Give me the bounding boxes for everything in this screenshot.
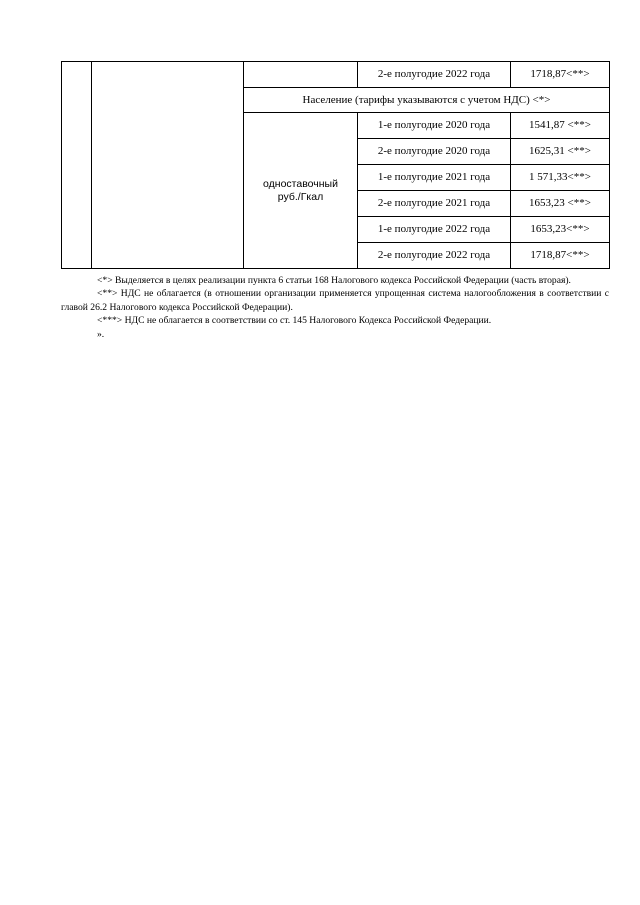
blank-cell (244, 62, 358, 88)
footnotes (61, 274, 609, 341)
period-cell: 1-е полугодие 2022 года (358, 217, 511, 243)
unit-cell (244, 113, 358, 269)
table-row (62, 62, 610, 88)
value-cell: 1 571,33<**> (511, 165, 610, 191)
unit-measure: руб./Гкал (277, 190, 324, 203)
period-cell: 1-е полугодие 2020 года (358, 113, 511, 139)
period-cell: 2-е полугодие 2021 года (358, 191, 511, 217)
footnote-exempt: <***> НДС не облагается в соответствии со ст. 145 Налогового Кодекса Российской Федерации. (97, 315, 492, 327)
unit-label: одноставочный (263, 177, 338, 190)
population-header: Население (тарифы указываются с учетом НДС) <*> (244, 88, 610, 113)
period-cell: 2-е полугодие 2020 года (358, 139, 511, 165)
period-cell: 2-е полугодие 2022 года (358, 62, 511, 88)
value-cell: 1625,31 <**> (511, 139, 610, 165)
value-cell: 1718,87<**> (511, 243, 610, 269)
value-cell: 1541,87 <**> (511, 113, 610, 139)
tariff-table (61, 61, 610, 269)
value-cell: 1653,23 <**> (511, 191, 610, 217)
value-cell: 1718,87<**> (511, 62, 610, 88)
blank-column-cell (92, 62, 244, 269)
closing-quote: ». (97, 328, 105, 340)
period-cell: 2-е полугодие 2022 года (358, 243, 511, 269)
value-cell: 1653,23<**> (511, 217, 610, 243)
period-cell: 1-е полугодие 2021 года (358, 165, 511, 191)
footnote-simplified-tax: <**> НДС не облагается (в отношении организации применяется упрощенная система налогообложения в соответствии с главой 26.2 Налогового кодекса Российской Федерации). (61, 288, 609, 313)
footnote-vat: <*> Выделяется в целях реализации пункта 6 статьи 168 Налогового кодекса Российской Федерации (часть вторая). (97, 275, 571, 286)
blank-column-cell (62, 62, 92, 269)
